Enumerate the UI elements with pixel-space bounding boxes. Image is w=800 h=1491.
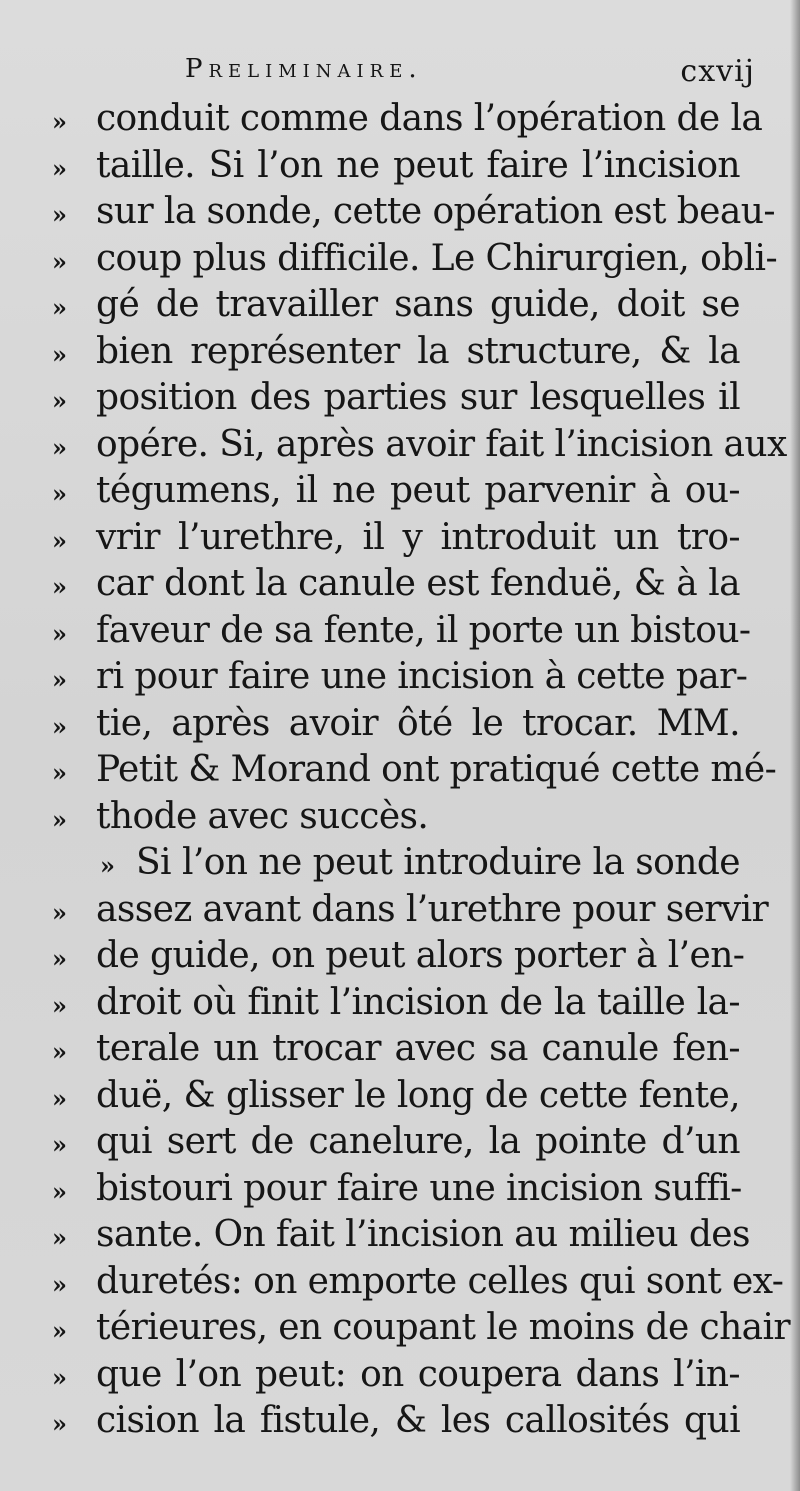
quotation-mark: » — [52, 293, 67, 322]
line-text: coup plus difficile. Le Chirurgien, obli- — [96, 237, 778, 279]
quotation-mark: » — [52, 200, 67, 229]
line-text: cision la fistule, & les callosités qui — [96, 1400, 740, 1441]
text-line — [0, 654, 800, 701]
line-text: Petit & Morand ont pratiqué cette mé- — [96, 749, 777, 790]
line-text: de guide, on peut alors porter à l’en- — [96, 935, 745, 976]
quotation-mark: » — [52, 153, 67, 183]
quotation-mark: » — [52, 525, 67, 555]
quotation-mark: » — [52, 1316, 67, 1345]
line-text: sur la sonde, cette opération est beau- — [96, 191, 775, 232]
page-header — [185, 54, 755, 94]
line-text: conduit comme dans l’opération de la — [96, 98, 763, 139]
line-text: faveur de sa fente, il porte un bistou- — [96, 609, 751, 651]
text-line — [0, 1073, 800, 1120]
text-line — [0, 980, 800, 1027]
text-line — [0, 1398, 800, 1445]
line-text: tie, après avoir ôté le trocar. MM. — [96, 702, 740, 744]
quotation-mark: » — [52, 897, 67, 927]
text-line — [0, 561, 800, 608]
text-line — [0, 608, 800, 655]
text-line — [0, 1166, 800, 1213]
line-text: duë, & glisser le long de cette fente, — [96, 1074, 740, 1116]
body-text — [0, 96, 800, 1445]
quotation-mark: » — [52, 944, 67, 973]
quotation-mark: » — [100, 851, 115, 880]
line-text: terale un trocar avec sa canule fen- — [96, 1028, 740, 1069]
text-line — [0, 189, 800, 236]
text-line — [0, 329, 800, 376]
quotation-mark: » — [52, 386, 67, 415]
quotation-mark: » — [52, 1362, 67, 1392]
text-line — [0, 1259, 800, 1306]
text-line — [0, 840, 800, 887]
text-line — [0, 887, 800, 934]
quotation-mark: » — [52, 572, 67, 601]
page-number: cxvij — [680, 54, 755, 89]
quotation-mark: » — [52, 1409, 67, 1438]
text-line — [0, 701, 800, 748]
quotation-mark: » — [52, 711, 67, 741]
quotation-mark: » — [52, 107, 67, 136]
line-text: ri pour faire une incision à cette par- — [96, 656, 748, 697]
line-text: Si l’on ne peut introduire la sonde — [136, 842, 740, 883]
line-text: duretés: on emporte celles qui sont ex- — [96, 1260, 784, 1302]
quotation-mark: » — [52, 804, 67, 834]
text-line — [0, 515, 800, 562]
quotation-mark: » — [52, 1223, 67, 1252]
text-line — [0, 143, 800, 190]
quotation-mark: » — [52, 1176, 67, 1206]
line-text: position des parties sur lesquelles il — [96, 377, 740, 418]
line-text: gé de travailler sans guide, doit se — [96, 284, 740, 325]
line-text: tégumens, il ne peut parvenir à ou- — [96, 470, 740, 511]
quotation-mark: » — [52, 618, 67, 648]
quotation-mark: » — [52, 990, 67, 1020]
line-text: opére. Si, après avoir fait l’incision aux — [96, 423, 787, 465]
text-line — [0, 1212, 800, 1259]
line-text: térieures, en coupant le moins de chair — [96, 1307, 791, 1348]
quotation-mark: » — [52, 665, 67, 694]
text-line — [0, 747, 800, 794]
text-line — [0, 375, 800, 422]
text-line — [0, 96, 800, 143]
line-text: taille. Si l’on ne peut faire l’incision — [96, 144, 740, 186]
text-line — [0, 794, 800, 841]
line-text: bistouri pour faire une incision suffi- — [96, 1167, 742, 1209]
quotation-mark: » — [52, 479, 67, 508]
line-text: que l’on peut: on coupera dans l’in- — [96, 1353, 740, 1395]
line-text: qui sert de canelure, la pointe d’un — [96, 1121, 740, 1162]
line-text: assez avant dans l’urethre pour servir — [96, 888, 769, 930]
text-line — [0, 933, 800, 980]
quotation-mark: » — [52, 339, 67, 369]
text-line — [0, 468, 800, 515]
line-text: bien représenter la structure, & la — [96, 330, 740, 372]
quotation-mark: » — [52, 1037, 67, 1066]
text-line — [0, 282, 800, 329]
text-line — [0, 1119, 800, 1166]
text-line — [0, 1026, 800, 1073]
line-text: sante. On fait l’incision au milieu des — [96, 1214, 750, 1255]
quotation-mark: » — [52, 432, 67, 462]
quotation-mark: » — [52, 758, 67, 787]
text-line — [0, 1305, 800, 1352]
text-line — [0, 422, 800, 469]
line-text: droit où finit l’incision de la taille la- — [96, 981, 740, 1023]
line-text: vrir l’urethre, il y introduit un tro- — [96, 516, 740, 558]
quotation-mark: » — [52, 1083, 67, 1113]
line-text: thode avec succès. — [96, 795, 429, 837]
running-title: Preliminaire. — [185, 54, 423, 84]
text-line — [0, 1352, 800, 1399]
quotation-mark: » — [52, 246, 67, 276]
text-line — [0, 236, 800, 283]
quotation-mark: » — [52, 1269, 67, 1299]
quotation-mark: » — [52, 1130, 67, 1159]
line-text: car dont la canule est fenduë, & à la — [96, 563, 740, 604]
